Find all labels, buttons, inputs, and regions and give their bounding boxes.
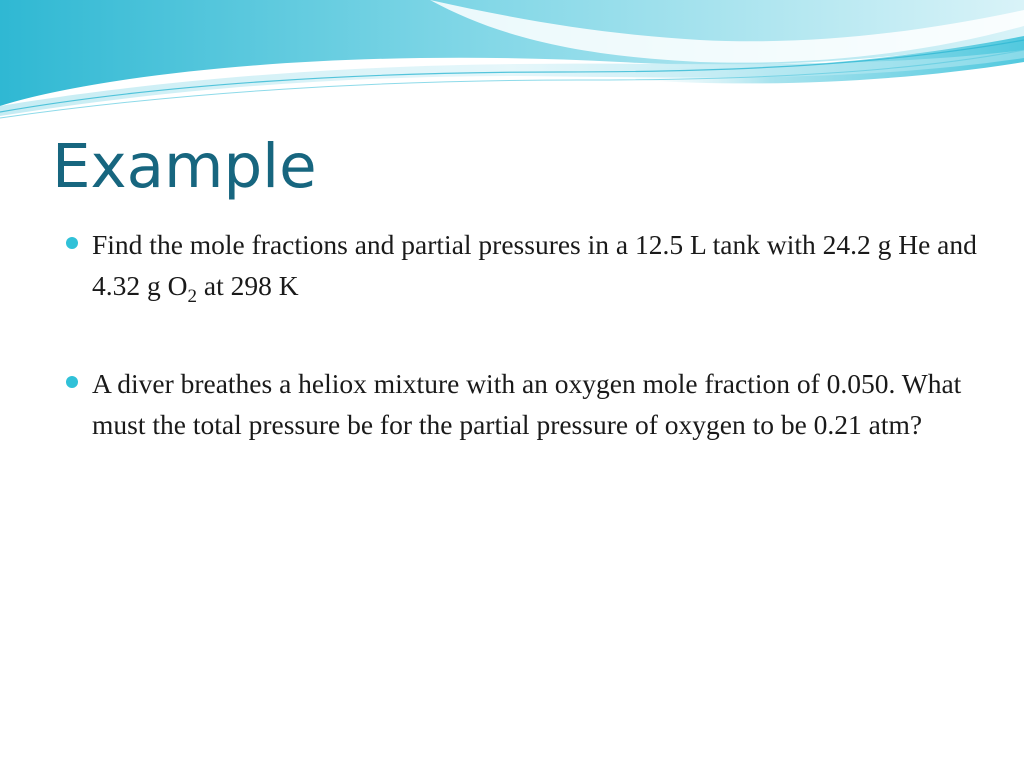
bullet-item (66, 224, 986, 306)
header-wave-decoration (0, 0, 1024, 130)
slide-title: Example (52, 131, 317, 202)
bullet-item (66, 363, 986, 445)
bullet-icon (66, 376, 78, 388)
bullet-text: A diver breathes a heliox mixture with an oxygen mole fraction of 0.050. What must the total pressure be for the partial pressure of oxygen to be 0.21 atm? (92, 368, 962, 440)
bullet-list (66, 224, 986, 445)
bullet-icon (66, 237, 78, 249)
bullet-text-part: Find the mole fractions and partial pressures in a 12.5 L tank with 24.2 g He and 4.32 g O (92, 229, 977, 301)
subscript-text: 2 (187, 286, 197, 307)
bullet-text-part: at 298 K (197, 270, 299, 301)
